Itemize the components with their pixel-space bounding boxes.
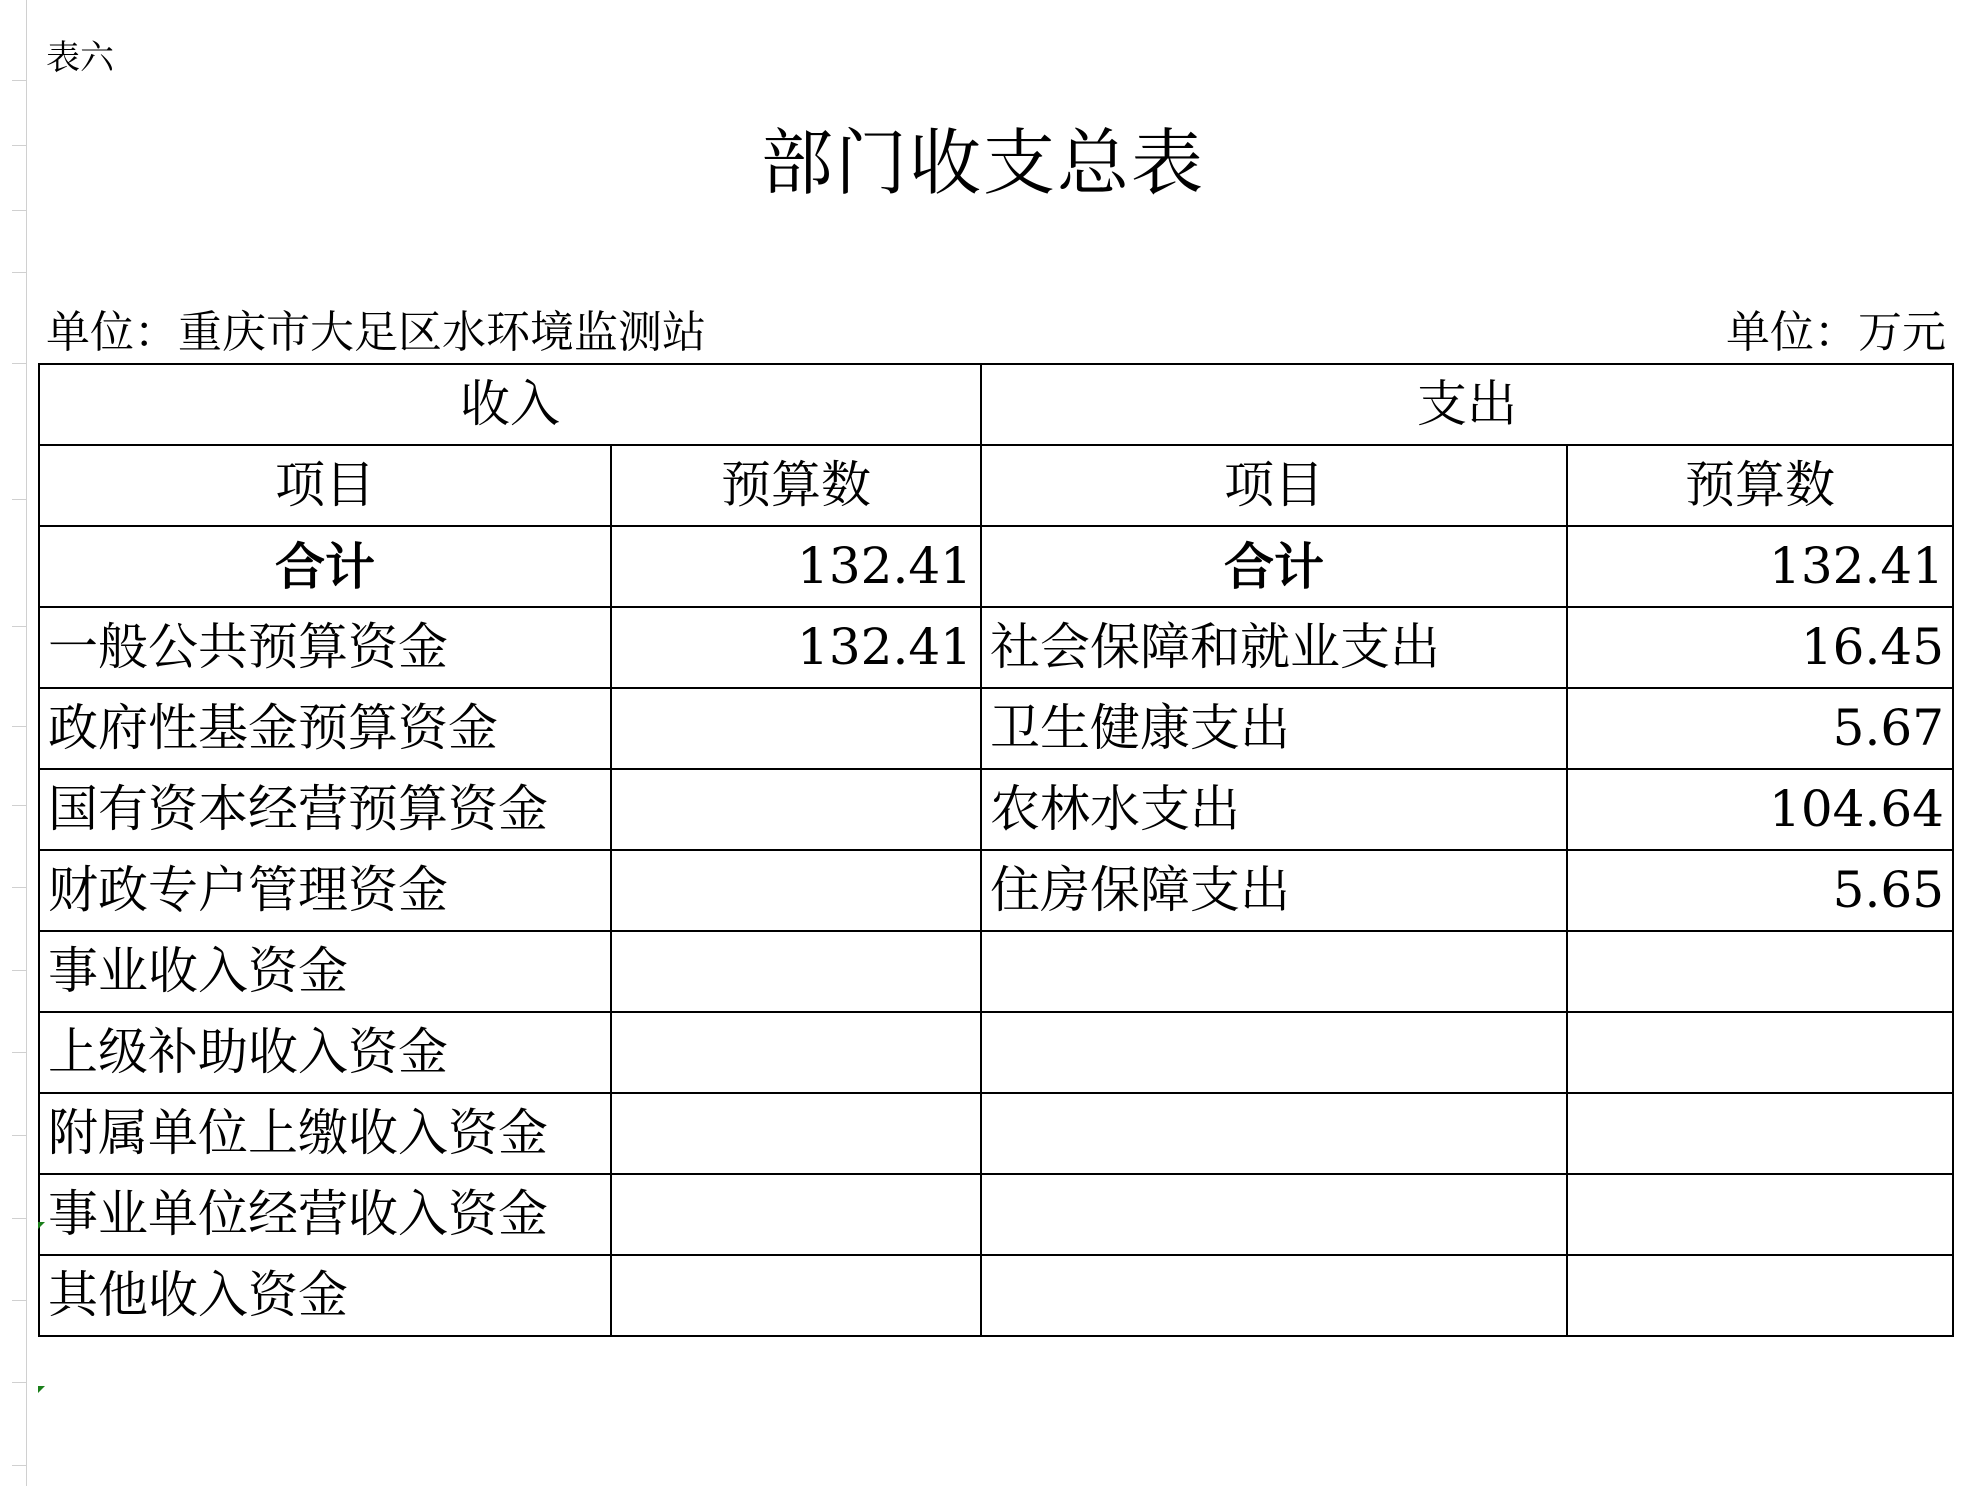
row-gutter (12, 0, 27, 1486)
expense-budget-header[interactable]: 预算数 (1567, 445, 1953, 526)
income-item-cell[interactable]: 国有资本经营预算资金 (39, 769, 611, 850)
row-gutter-tick (12, 272, 26, 273)
row-gutter-tick (12, 970, 26, 971)
row-gutter-tick (12, 80, 26, 81)
row-gutter-tick (12, 726, 26, 727)
expense-item-cell[interactable] (981, 1255, 1567, 1336)
table-row (39, 850, 1953, 931)
income-value-cell[interactable] (611, 850, 981, 931)
expense-value-cell[interactable] (1567, 1174, 1953, 1255)
expense-value-cell[interactable]: 16.45 (1567, 607, 1953, 688)
income-item-cell[interactable]: 其他收入资金 (39, 1255, 611, 1336)
income-value-cell[interactable] (611, 1174, 981, 1255)
income-item-cell[interactable]: 附属单位上缴收入资金 (39, 1093, 611, 1174)
income-value-cell[interactable] (611, 769, 981, 850)
table-row (39, 607, 1953, 688)
expense-item-header[interactable]: 项目 (981, 445, 1567, 526)
table-row (39, 688, 1953, 769)
expense-item-cell[interactable] (981, 1093, 1567, 1174)
expense-value-cell[interactable] (1567, 1093, 1953, 1174)
expense-item-cell[interactable]: 卫生健康支出 (981, 688, 1567, 769)
row-gutter-tick (12, 1135, 26, 1136)
expense-item-cell[interactable] (981, 1174, 1567, 1255)
expense-value-cell[interactable]: 5.67 (1567, 688, 1953, 769)
income-item-cell[interactable]: 事业收入资金 (39, 931, 611, 1012)
expense-item-cell[interactable]: 住房保障支出 (981, 850, 1567, 931)
row-gutter-tick (12, 626, 26, 627)
table-row (39, 1093, 1953, 1174)
expense-value-cell[interactable] (1567, 931, 1953, 1012)
row-gutter-tick (12, 1218, 26, 1219)
income-value-cell[interactable] (611, 1012, 981, 1093)
income-value-cell[interactable] (611, 931, 981, 1012)
cell-error-marker (38, 1386, 45, 1393)
income-item-cell[interactable]: 财政专户管理资金 (39, 850, 611, 931)
row-gutter-tick (12, 1382, 26, 1383)
income-item-header[interactable]: 项目 (39, 445, 611, 526)
income-total-value[interactable]: 132.41 (611, 526, 981, 607)
table-row (39, 931, 1953, 1012)
row-gutter-tick (12, 499, 26, 500)
expense-total-value[interactable]: 132.41 (1567, 526, 1953, 607)
table-row (39, 1255, 1953, 1336)
income-item-cell[interactable]: 政府性基金预算资金 (39, 688, 611, 769)
total-row (39, 526, 1953, 607)
expense-header[interactable]: 支出 (981, 364, 1953, 445)
expense-item-cell[interactable] (981, 931, 1567, 1012)
income-total-label[interactable]: 合计 (39, 526, 611, 607)
budget-table (38, 363, 1954, 1337)
section-header-row (39, 364, 1953, 445)
page-title: 部门收支总表 (760, 121, 1205, 205)
expense-total-label[interactable]: 合计 (981, 526, 1567, 607)
row-gutter-tick (12, 887, 26, 888)
table-row (39, 1174, 1953, 1255)
income-value-cell[interactable] (611, 1093, 981, 1174)
table-number: 表六 (46, 38, 114, 78)
expense-value-cell[interactable]: 104.64 (1567, 769, 1953, 850)
row-gutter-tick (12, 363, 26, 364)
income-value-cell[interactable]: 132.41 (611, 607, 981, 688)
income-value-cell[interactable] (611, 1255, 981, 1336)
column-header-row (39, 445, 1953, 526)
cell-error-marker (38, 1222, 45, 1229)
table-row (39, 1012, 1953, 1093)
row-gutter-tick (12, 805, 26, 806)
income-value-cell[interactable] (611, 688, 981, 769)
row-gutter-tick (12, 210, 26, 211)
row-gutter-tick (12, 1052, 26, 1053)
unit-currency: 单位：万元 (1726, 307, 1946, 358)
table-row (39, 769, 1953, 850)
income-item-cell[interactable]: 一般公共预算资金 (39, 607, 611, 688)
expense-item-cell[interactable] (981, 1012, 1567, 1093)
expense-item-cell[interactable]: 社会保障和就业支出 (981, 607, 1567, 688)
expense-item-cell[interactable]: 农林水支出 (981, 769, 1567, 850)
income-item-cell[interactable]: 上级补助收入资金 (39, 1012, 611, 1093)
row-gutter-tick (12, 1465, 26, 1466)
income-header[interactable]: 收入 (39, 364, 981, 445)
unit-organization: 单位：重庆市大足区水环境监测站 (46, 307, 706, 358)
expense-value-cell[interactable]: 5.65 (1567, 850, 1953, 931)
expense-value-cell[interactable] (1567, 1012, 1953, 1093)
expense-value-cell[interactable] (1567, 1255, 1953, 1336)
income-item-cell[interactable]: 事业单位经营收入资金 (39, 1174, 611, 1255)
income-budget-header[interactable]: 预算数 (611, 445, 981, 526)
row-gutter-tick (12, 1300, 26, 1301)
